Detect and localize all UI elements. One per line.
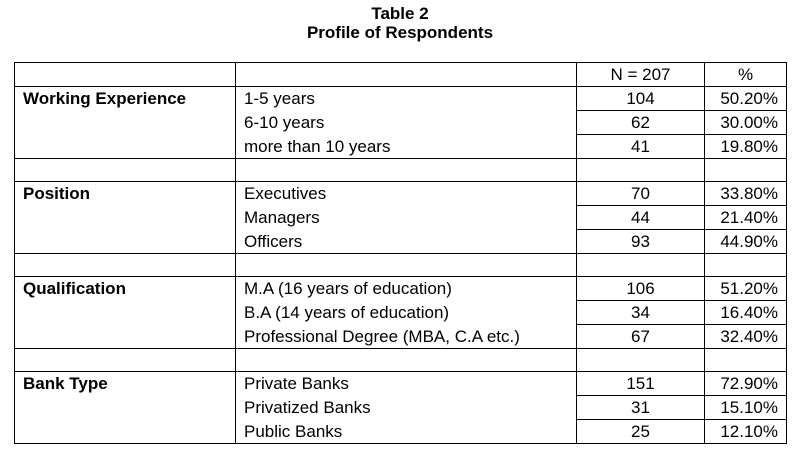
table-row [15, 301, 787, 325]
percent-cell: 30.00% [705, 111, 787, 135]
table-row [15, 87, 787, 111]
spacer-cell [15, 159, 236, 182]
table-row [15, 206, 787, 230]
category-cell: B.A (14 years of education) [236, 301, 577, 325]
spacer-cell [236, 159, 577, 182]
spacer-cell [577, 159, 705, 182]
count-cell: 93 [577, 230, 705, 254]
category-cell: Privatized Banks [236, 396, 577, 420]
table-caption [0, 4, 800, 42]
count-cell: 31 [577, 396, 705, 420]
spacer-cell [705, 159, 787, 182]
section-label: Qualification [15, 277, 236, 301]
count-cell: 70 [577, 182, 705, 206]
section-label-empty [15, 325, 236, 349]
count-cell: 34 [577, 301, 705, 325]
section-label-empty [15, 230, 236, 254]
spacer-row [15, 349, 787, 372]
count-cell: 106 [577, 277, 705, 301]
category-cell: Professional Degree (MBA, C.A etc.) [236, 325, 577, 349]
header-blank-1 [15, 63, 236, 87]
table-row [15, 372, 787, 396]
header-pct: % [705, 63, 787, 87]
section-label-empty [15, 135, 236, 159]
count-cell: 62 [577, 111, 705, 135]
table-subtitle: Profile of Respondents [306, 23, 494, 42]
spacer-cell [577, 349, 705, 372]
spacer-cell [236, 349, 577, 372]
spacer-cell [15, 254, 236, 277]
percent-cell: 44.90% [705, 230, 787, 254]
header-blank-2 [236, 63, 577, 87]
spacer-cell [705, 254, 787, 277]
table-row [15, 230, 787, 254]
table-row [15, 111, 787, 135]
section-label: Position [15, 182, 236, 206]
count-cell: 67 [577, 325, 705, 349]
percent-cell: 12.10% [705, 420, 787, 444]
respondents-table [14, 62, 787, 444]
category-cell: 6-10 years [236, 111, 577, 135]
table-title: Table 2 [371, 4, 429, 23]
section-label-empty [15, 396, 236, 420]
percent-cell: 15.10% [705, 396, 787, 420]
category-cell: Private Banks [236, 372, 577, 396]
table-row [15, 135, 787, 159]
spacer-row [15, 159, 787, 182]
category-cell: Executives [236, 182, 577, 206]
table-row [15, 182, 787, 206]
spacer-cell [236, 254, 577, 277]
spacer-cell [705, 349, 787, 372]
table-row [15, 396, 787, 420]
section-label: Working Experience [15, 87, 236, 111]
category-cell: Public Banks [236, 420, 577, 444]
count-cell: 41 [577, 135, 705, 159]
percent-cell: 50.20% [705, 87, 787, 111]
category-cell: more than 10 years [236, 135, 577, 159]
count-cell: 151 [577, 372, 705, 396]
category-cell: 1-5 years [236, 87, 577, 111]
spacer-cell [577, 254, 705, 277]
spacer-row [15, 254, 787, 277]
count-cell: 25 [577, 420, 705, 444]
category-cell: Officers [236, 230, 577, 254]
section-label: Bank Type [15, 372, 236, 396]
category-cell: M.A (16 years of education) [236, 277, 577, 301]
section-label-empty [15, 420, 236, 444]
percent-cell: 72.90% [705, 372, 787, 396]
count-cell: 104 [577, 87, 705, 111]
percent-cell: 19.80% [705, 135, 787, 159]
count-cell: 44 [577, 206, 705, 230]
table-row [15, 420, 787, 444]
header-n: N = 207 [577, 63, 705, 87]
percent-cell: 16.40% [705, 301, 787, 325]
percent-cell: 51.20% [705, 277, 787, 301]
spacer-cell [15, 349, 236, 372]
percent-cell: 32.40% [705, 325, 787, 349]
category-cell: Managers [236, 206, 577, 230]
table-row [15, 325, 787, 349]
table-row [15, 277, 787, 301]
percent-cell: 21.40% [705, 206, 787, 230]
section-label-empty [15, 206, 236, 230]
header-row [15, 63, 787, 87]
section-label-empty [15, 301, 236, 325]
percent-cell: 33.80% [705, 182, 787, 206]
section-label-empty [15, 111, 236, 135]
